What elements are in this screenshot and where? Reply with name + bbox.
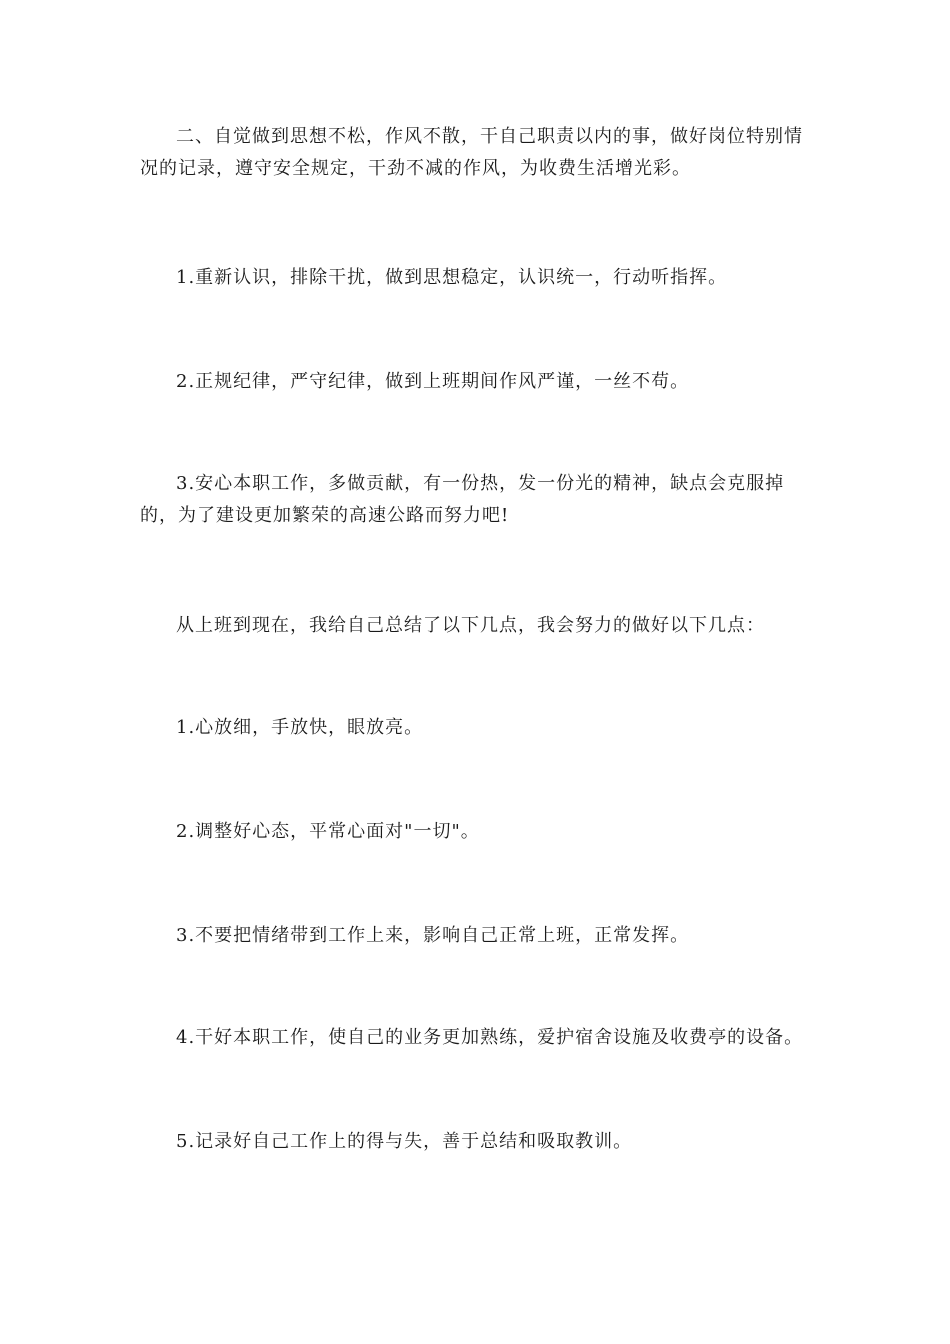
paragraph-item-3: 3.安心本职工作，多做贡献，有一份热，发一份光的精神，缺点会克服掉的，为了建设更加繁荣的高速公路而努力吧!	[140, 473, 785, 526]
paragraph-point-3: 3.不要把情绪带到工作上来，影响自己正常上班，正常发挥。	[176, 925, 690, 946]
paragraph-point-5: 5.记录好自己工作上的得与失，善于总结和吸取教训。	[176, 1131, 633, 1152]
paragraph-item-2: 2.正规纪律，严守纪律，做到上班期间作风严谨，一丝不苟。	[176, 371, 690, 392]
paragraph-summary-intro: 从上班到现在，我给自己总结了以下几点，我会努力的做好以下几点：	[176, 615, 765, 636]
paragraph-point-2: 2.调整好心态，平常心面对"一切"。	[176, 821, 480, 842]
paragraph-point-1: 1.心放细，手放快，眼放亮。	[176, 717, 424, 738]
paragraph-section-two: 二、自觉做到思想不松，作风不散，干自己职责以内的事，做好岗位特别情况的记录，遵守安全规定，干劲不减的作风，为收费生活增光彩。	[140, 126, 803, 179]
paragraph-item-1: 1.重新认识，排除干扰，做到思想稳定，认识统一，行动听指挥。	[176, 267, 728, 288]
paragraph-point-4: 4.干好本职工作，使自己的业务更加熟练，爱护宿舍设施及收费亭的设备。	[176, 1027, 804, 1048]
